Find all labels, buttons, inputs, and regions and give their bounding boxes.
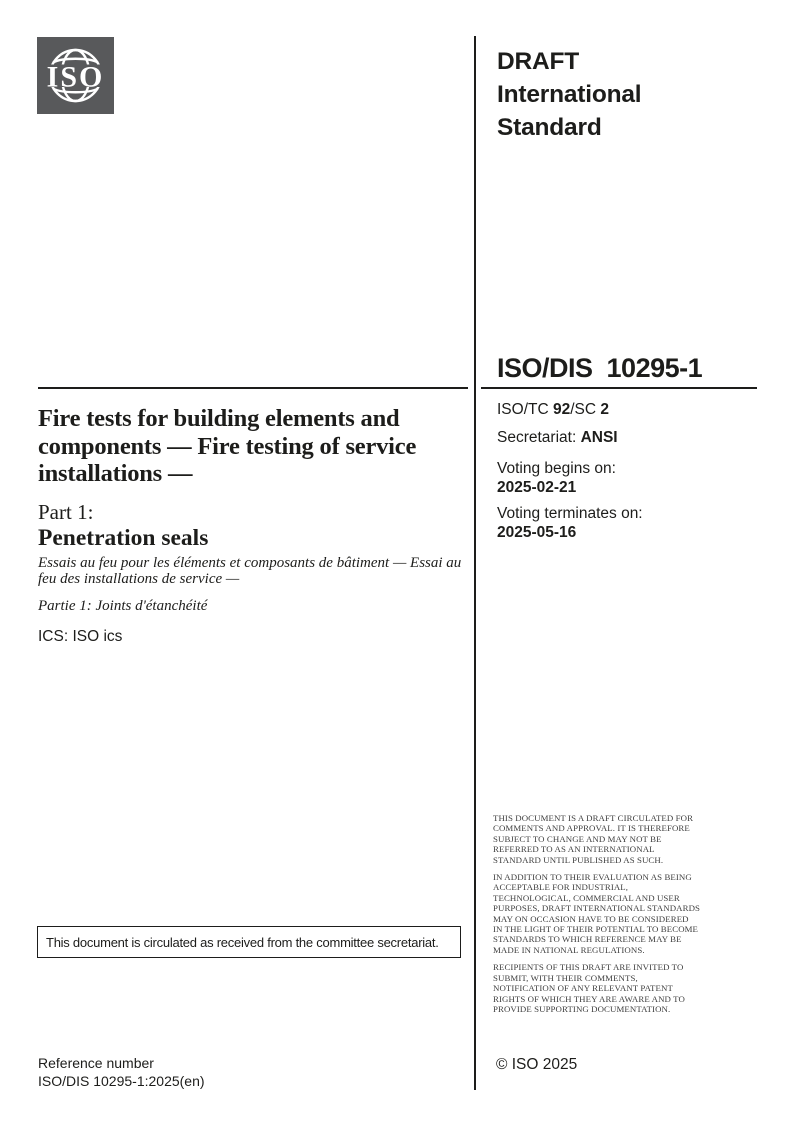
voting-terminates-date: 2025-05-16 (497, 524, 577, 541)
draft-notices (493, 813, 700, 1021)
sc-label: /SC (570, 401, 601, 418)
french-title-block (38, 556, 470, 615)
tc-label: ISO/TC (497, 401, 553, 418)
ics-line: ICS: ISO ics (38, 628, 123, 645)
voting-terminates (497, 504, 643, 542)
column-divider (474, 36, 476, 1090)
voting-begins-date: 2025-02-21 (497, 479, 577, 496)
notice-paragraph: THIS DOCUMENT IS A DRAFT CIRCULATED FOR COMMENTS AND APPROVAL. IT IS THEREFORE SUBJECT TO CHANGE AND MAY NOT BE REFERRED TO AS AN INTERNATIONAL STANDARD UNTIL PUBLISHED AS SUCH. (493, 813, 694, 865)
document-id-prefix: ISO/DIS (497, 353, 593, 383)
part-title: Penetration seals (38, 524, 209, 551)
title-block (38, 405, 458, 551)
reference-label: Reference number (38, 1055, 154, 1071)
document-id-number: 10295-1 (606, 353, 703, 383)
left-title-rule (38, 387, 468, 389)
sc-value: 2 (600, 401, 610, 418)
part-label: Part 1: (38, 499, 94, 524)
iso-globe-icon (37, 37, 114, 114)
copyright-line: © ISO 2025 (496, 1056, 578, 1073)
voting-begins (497, 459, 616, 497)
main-title: Fire tests for building elements and components — Fire testing of service installations — (38, 405, 417, 487)
reference-number: ISO/DIS 10295-1:2025(en) (38, 1072, 205, 1089)
iso-logo-text: ISO (46, 60, 105, 94)
reference-block (38, 1055, 205, 1090)
voting-begins-label: Voting begins on: (497, 460, 616, 477)
iso-logo (37, 37, 114, 114)
tc-value: 92 (552, 401, 571, 418)
notice-paragraph: IN ADDITION TO THEIR EVALUATION AS BEING ACCEPTABLE FOR INDUSTRIAL, TECHNOLOGICAL, COMMERCIAL AND USER PURPOSES, DRAFT INTERNATIONAL STANDARDS MAY ON OCCASION HAVE TO BE CONSIDERED IN THE LIGHT OF THEIR POTENTIAL TO BECOME STANDARDS TO WHICH REFERENCE MAY BE MADE IN NATIONAL REGULATIONS. (493, 872, 701, 955)
committee-note-box (37, 926, 461, 958)
right-title-rule (481, 387, 757, 389)
french-main-title: Essais au feu pour les éléments et composants de bâtiment — Essai au feu des installations de service — (38, 555, 462, 587)
masthead-title: DRAFT International Standard (497, 48, 642, 141)
document-id (497, 353, 702, 384)
secretariat-line (497, 429, 618, 447)
secretariat-value: ANSI (580, 429, 618, 446)
committee-note-text: This document is circulated as received from the committee secretariat. (46, 934, 439, 950)
voting-terminates-label: Voting terminates on: (497, 505, 643, 522)
secretariat-label: Secretariat: (497, 429, 581, 446)
notice-paragraph: RECIPIENTS OF THIS DRAFT ARE INVITED TO SUBMIT, WITH THEIR COMMENTS, NOTIFICATION OF ANY RELEVANT PATENT RIGHTS OF WHICH THEY ARE AWARE AND TO PROVIDE SUPPORTING DOCUMENTATION. (493, 962, 685, 1014)
french-part-title: Partie 1: Joints d'étanchéité (38, 598, 208, 614)
committee-line (497, 401, 609, 419)
